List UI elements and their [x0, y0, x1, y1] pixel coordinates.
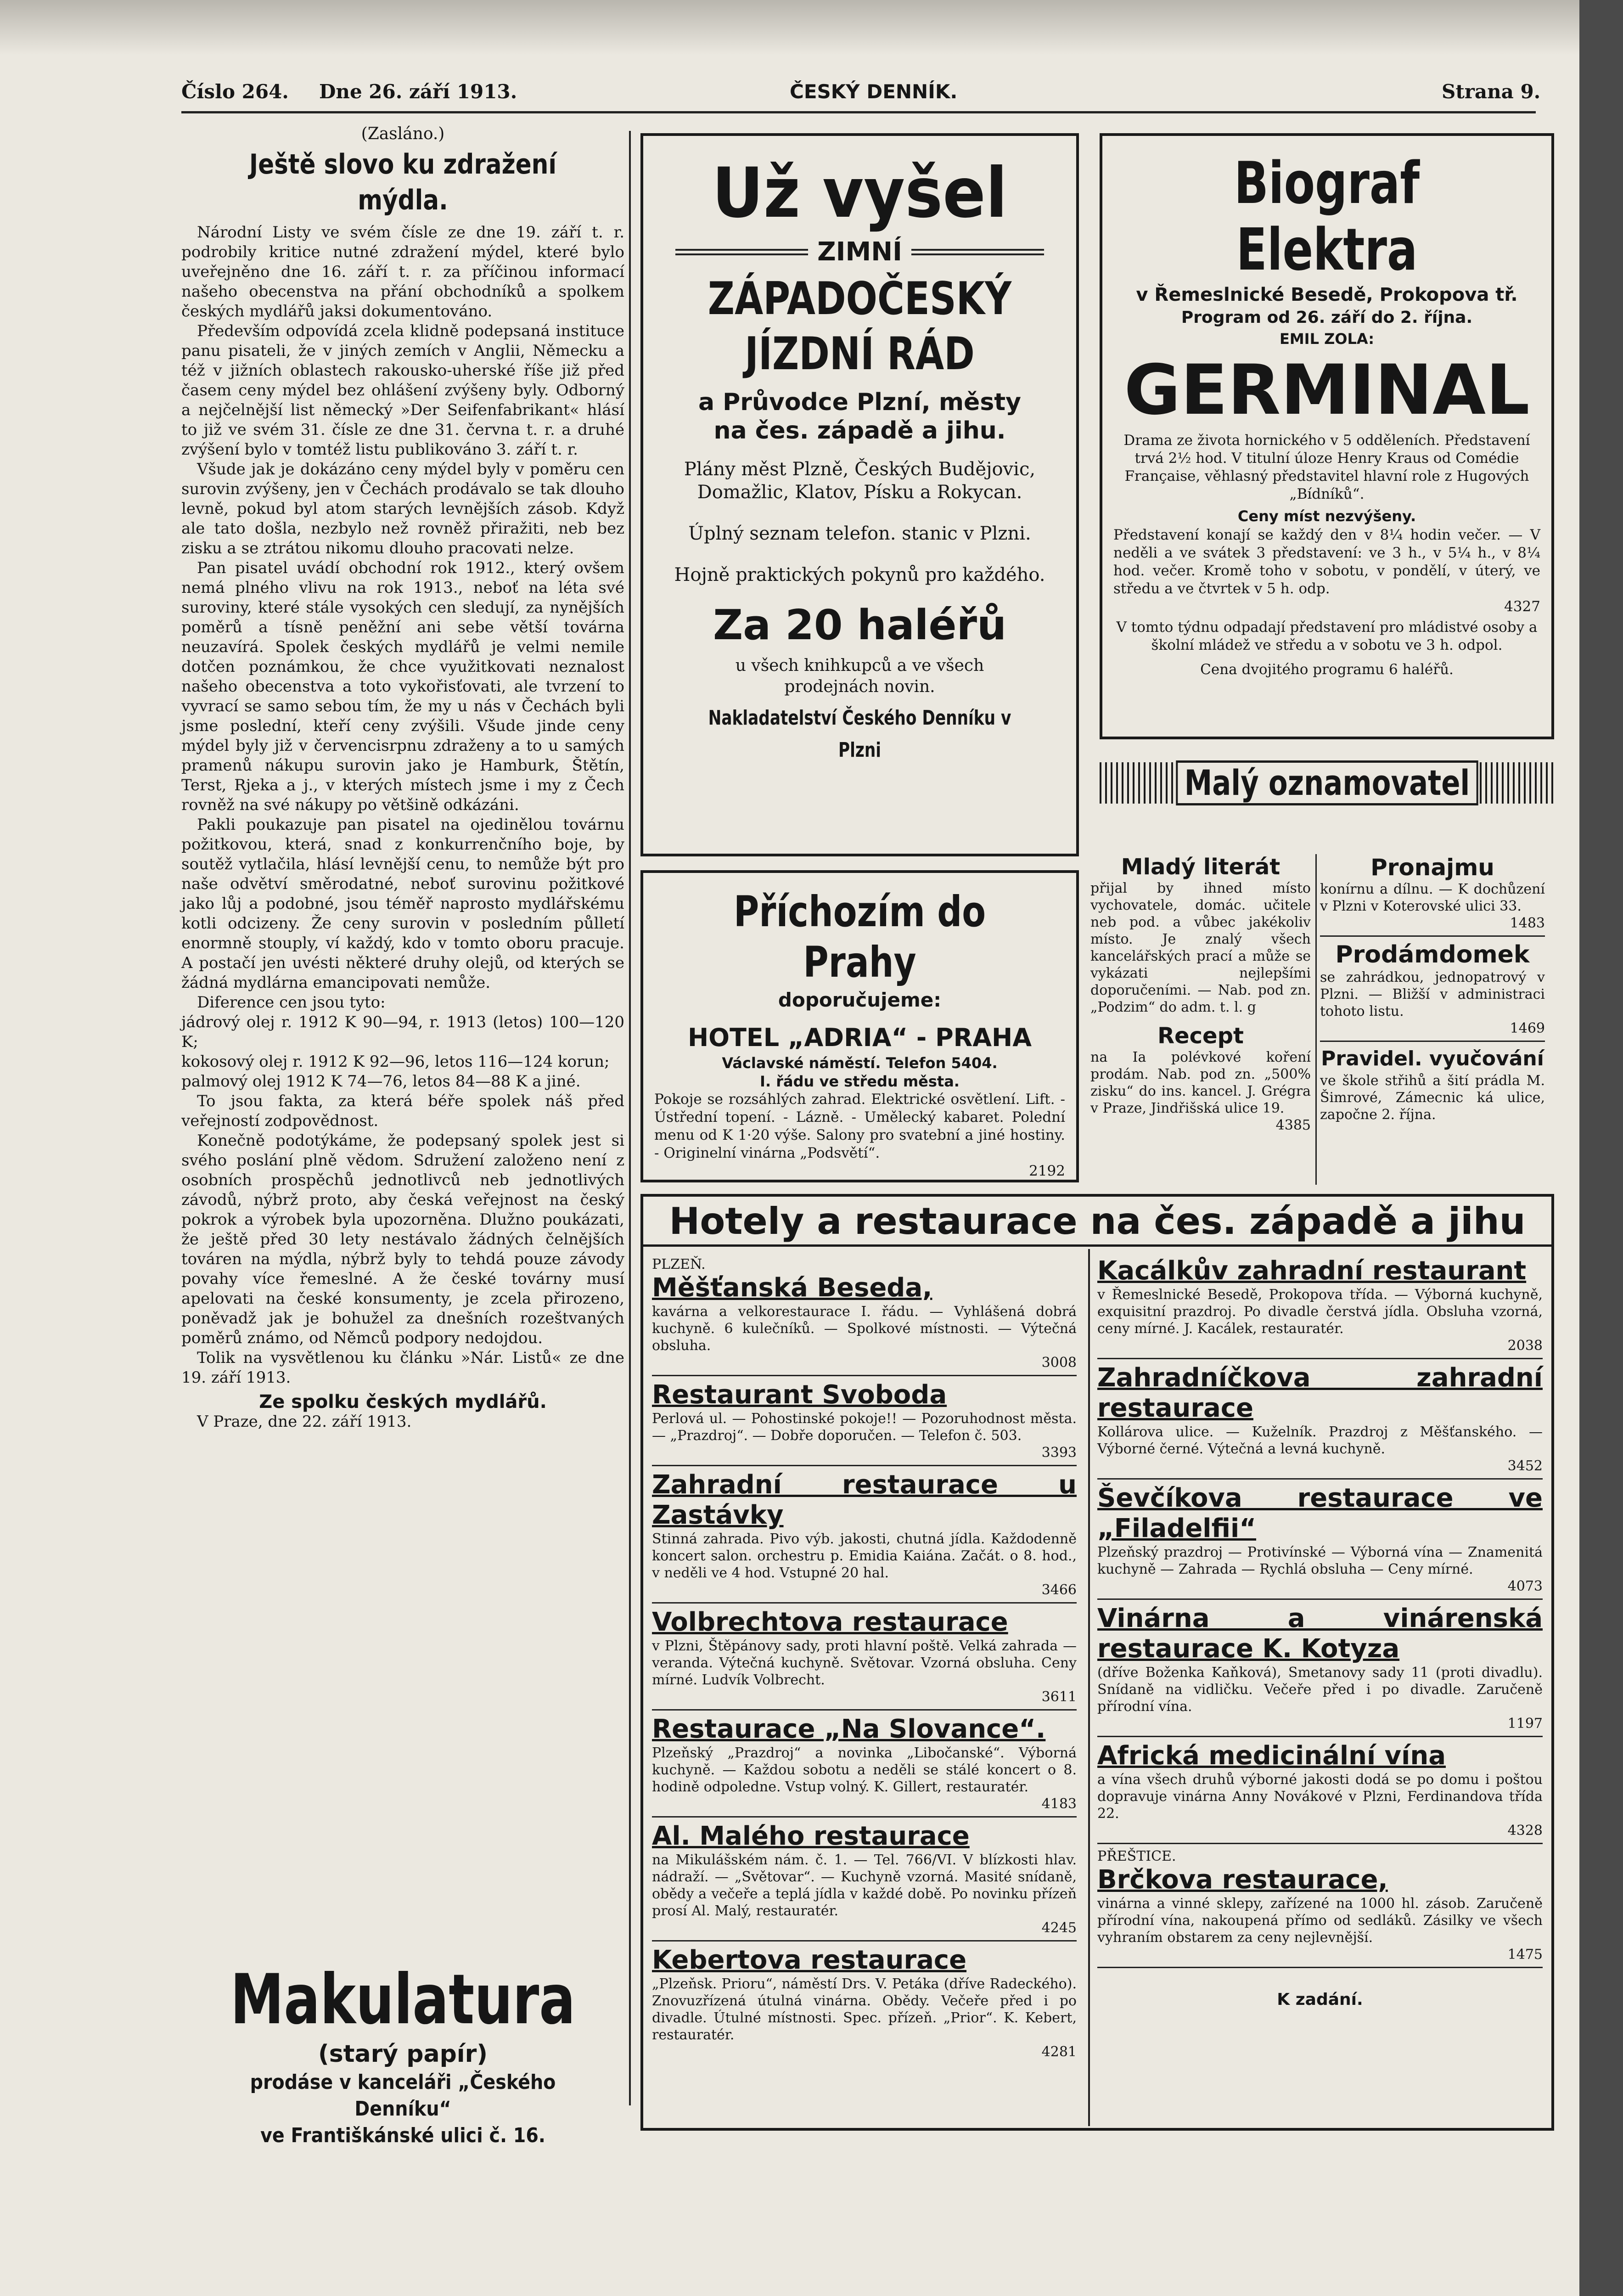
rule [652, 1602, 1077, 1604]
hotel-num: 2038 [1507, 1338, 1543, 1354]
hotel-name: Brčkova restaurace, [1097, 1865, 1388, 1895]
hotel-name: Vinárna a vinárenská restaurace K. Kotyza [1097, 1604, 1543, 1664]
pronajmu-num: 1483 [1510, 915, 1545, 931]
hotel-entry [1097, 1741, 1543, 1839]
jizdni-title: Už vyšel [712, 153, 1008, 233]
hotel-name: Měšťanská Beseda, [652, 1273, 932, 1303]
prestice-label: PŘEŠTICE. [1097, 1848, 1176, 1864]
rule [652, 1709, 1077, 1711]
hotel-text: Kollárova ulice. — Kuželník. Prazdroj z Měšťanského. — Výborné černé. Výtečná a levná kuchyně. [1097, 1424, 1543, 1457]
jizdni-l2: JÍZDNÍ RÁD [745, 328, 975, 380]
rule [1097, 1967, 1543, 1968]
jizdni-l3: a Průvodce Plzní, městy [698, 388, 1022, 416]
hotely-left [652, 1256, 1077, 2060]
header-rule [181, 111, 1536, 113]
zaslano-label: (Zasláno.) [361, 124, 445, 143]
hotel-name: Volbrechtova restaurace [652, 1607, 1008, 1637]
hotel-text: „Plzeňsk. Prioru“, náměstí Drs. V. Petáka (dříve Radeckého). Znovuzřízená útulná vinárna. Obědy. Večeře před i po divadle. Útulné místnosti. Spec. přízeň. „Prior“. K. Kebert, restauratér. [652, 1976, 1077, 2043]
plzen-label: PLZEŇ. [652, 1256, 706, 1272]
jizdni-price: Za 20 haléřů [713, 601, 1007, 649]
rule [1097, 1736, 1543, 1737]
biograf-cena: Cena dvojitého programu 6 haléřů. [1200, 661, 1454, 678]
biograf-author: EMIL ZOLA: [1279, 330, 1375, 348]
biograf-num: 4327 [1504, 598, 1540, 615]
article-paragraph: Především odpovídá zcela klidně podepsaná instituce panu pisateli, že v jiných zemích v Anglii, Německu a též v jižních oblastech rakousko-uherské říše již před časem ceny mýdel bez ohlášení zvýšeny byly. Odborný a nejčelnější list německý »Der Seifenfabrikant« hlásí to již ve svém 31. čísle ze dne 31. června t. r. a druhé zvýšení bylo v tomtéž listu publikováno 3. září t. r. [181, 322, 624, 459]
jizdni-where: u všech knihkupců a ve všech prodejnách novin. [735, 656, 984, 696]
biograf-sub: v Řemeslnické Besedě, Prokopova tř. [1136, 284, 1518, 305]
rule [1320, 1041, 1545, 1042]
biograf-times: Představení konají se každý den v 8¼ hodin večer. — V neděli a ve svátek 3 představení: ve 3 h., v 5¼ h., v 8¼ hod. večer. Kromě toho v sobotu, v pondělí, v úterý, ve středu a ve čtvrtek v 5 h. odp. [1113, 527, 1540, 597]
hotel-num: 3452 [1507, 1458, 1543, 1474]
hotel-num: 1197 [1507, 1716, 1543, 1732]
zimni-row [675, 237, 1044, 267]
vyucovani-heading: Pravidel. vyučování [1321, 1047, 1544, 1070]
masthead: ČESKÝ DENNÍK. [790, 80, 958, 103]
hotely-divider [1088, 1249, 1090, 2126]
praha-title: Příchozím do Prahy [733, 887, 986, 987]
jizdni-rad-ad [640, 133, 1079, 856]
hotel-num: 3466 [1041, 1582, 1077, 1598]
rule [652, 1940, 1077, 1941]
pronajmu-heading: Pronajmu [1370, 854, 1494, 881]
issue-date: Dne 26. září 1913. [319, 80, 517, 103]
biograf-title: Biograf Elektra [1234, 149, 1420, 283]
hotel-num: 3008 [1041, 1355, 1077, 1371]
hotel-text: a vína všech druhů výborné jakosti dodá se po domu i poštou dopravuje vinárna Anny Novákové v Plzni, Ferdinandova třída 22. [1097, 1772, 1543, 1822]
hotel-text: v Řemeslnické Besedě, Prokopova třída. — Výborná kuchyně, exquisitní prazdroj. Po divadle čerstvá jídla. Obsluha vzorná, ceny mírné. J. Kacálek, restauratér. [1097, 1287, 1543, 1337]
hotely-title: Hotely a restaurace na čes. západě a jihu [669, 1200, 1526, 1243]
hotel-entry [652, 1945, 1077, 2060]
praha-addr: Václavské náměstí. Telefon 5404. [722, 1054, 998, 1072]
double-rule [911, 249, 1044, 255]
price-line: palmový olej 1912 K 74—76, letos 84—88 K a jiné. [181, 1072, 581, 1091]
hotel-entry [1097, 1865, 1543, 1963]
article-title: Ještě slovo ku zdražení mýdla. [249, 148, 557, 216]
hotel-name: Kebertova restaurace [652, 1945, 967, 1975]
literat-heading: Mladý literát [1121, 854, 1280, 880]
double-rule [675, 249, 808, 255]
biograf-desc: Drama ze života hornického v 5 odděleních. Představení trvá 2½ hod. V titulní úloze Henry Kraus od Comédie Française, věhlasný představitel hlavní role z Hugových „Bídníků“. [1123, 432, 1530, 502]
rule [652, 1465, 1077, 1466]
hotel-entry [1097, 1483, 1543, 1595]
hotel-num: 4245 [1041, 1920, 1077, 1936]
biograf-program: Program od 26. září do 2. října. [1181, 308, 1473, 327]
zimni-label: ZIMNÍ [817, 237, 902, 267]
hotel-num: 1475 [1507, 1947, 1543, 1963]
hotel-text: na Mikulášském nám. č. 1. — Tel. 766/VI. V blízkosti hlav. nádraží. — „Světovar“. — Kuchyně vzorná. Masité snídaně, obědy a večeře a teplá jídla v každé době. Po novinku přízeň prosí Al. Malý, restauratér. [652, 1852, 1077, 1919]
rule [652, 1375, 1077, 1376]
praha-ad [640, 870, 1079, 1182]
hotel-entry [1097, 1604, 1543, 1732]
hotel-name: Ševčíkova restaurace ve „Filadelfii“ [1097, 1483, 1543, 1543]
article-paragraph: Pakli poukazuje pan pisatel na ojedinělou továrnu požitkovou, která, snad z konkurrenčního boje, by soutěž vytlačila, hlásí levnější cenu, to nemůže být pro naše odvětví směrodatné, neboť surovinu požitkové jako lůj a podobné, jsou téměř naprosto mydlářskému kotli odcizeny. Že ceny surovin v posledním půlletí enormně stouply, ví každý, kdo v tomto oboru pracuje. A postačí jen uvésti některé druhy olejů, od kterých se žádná mydlárna emancipovati nemůže. [181, 816, 624, 992]
price-line: jádrový olej r. 1912 K 90—94, r. 1913 (letos) 100—120 K; [181, 1013, 624, 1051]
maly-title: Malý oznamovatel [1176, 760, 1478, 805]
jizdni-l1: ZÁPADOČESKÝ [708, 273, 1012, 325]
maly-banner [1100, 762, 1554, 804]
hotel-entry [652, 1714, 1077, 1812]
rule [1097, 1598, 1543, 1600]
scan-edge [1579, 0, 1623, 2296]
praha-rank: I. řádu ve středu města. [760, 1073, 960, 1090]
scan-shadow [0, 0, 1623, 55]
hotel-text: kavárna a velkorestaurace I. řádu. — Vyhlášená dobrá kuchyně. 6 kulečníků. — Spolkové místnosti. — Výtečná obsluha. [652, 1304, 1077, 1354]
hotel-name: Africká medicinální vína [1097, 1741, 1446, 1771]
hotel-entry [1097, 1363, 1543, 1474]
recept-num: 4385 [1275, 1117, 1311, 1133]
jizdni-seznam: Úplný seznam telefon. stanic v Plzni. [688, 523, 1031, 544]
hotel-entry [652, 1470, 1077, 1598]
biograf-ceny: Ceny míst nezvýšeny. [1237, 507, 1416, 525]
k-zadani: K zadání. [1277, 1990, 1363, 2009]
biograf-school: V tomto týdnu odpadají představení pro mládistvé osoby a školní mládež ve středu a v sobotu ve 3 h. odpol. [1116, 619, 1538, 653]
hotel-num: 4281 [1041, 2044, 1077, 2060]
hotel-entry [1097, 1256, 1543, 1354]
hotel-entry [652, 1821, 1077, 1936]
article-paragraph: Tolik na vysvětlenou ku článku »Nár. Listů« ze dne 19. září 1913. [181, 1349, 624, 1387]
article-paragraph: Konečně podotýkáme, že podepsaný spolek jest si svého poslání plně vědom. Sdružení založeno není z osobních prospěchů jednotlivců neb jednotlivých závodů, nýbrž proto, aby česká veřejnost na český pokrok a výrobek byla upozorněna. Dlužno poukázati, že ještě před 30 lety nestávalo žádných čelnějších továren na mýdla, nýbrž byly to tehdá pouze závody povahy více řemeslné. A že české továrny musí apelovati na české konsumenty, je zcela přirozeno, poněvadž jak je bohužel za dnešních rozeštvaných poměrů známo, od Němců podpory nedojdou. [181, 1131, 624, 1347]
rule [643, 1244, 1551, 1247]
praha-hotel: HOTEL „ADRIA“ - PRAHA [687, 1023, 1032, 1052]
article-signature: Ze spolku českých mydlářů. [259, 1391, 547, 1412]
praha-num: 2192 [1029, 1163, 1065, 1179]
hotel-num: 3393 [1041, 1445, 1077, 1461]
article-paragraph: Diference cen jsou tyto: [197, 993, 386, 1012]
hotel-name: Restaurace „Na Slovance“. [652, 1714, 1046, 1744]
hotel-name: Al. Malého restaurace [652, 1821, 970, 1851]
jizdni-pokyny: Hojně praktických pokynů pro každého. [674, 564, 1045, 585]
rule [1097, 1843, 1543, 1844]
hotel-text: vinárna a vinné sklepy, zařízené na 1000 hl. zásob. Zaručeně přírodní vína, nakoupená přímo od sedláků. Zásilky ve všech vyhraním obstarem za ceny nejlevnější. [1097, 1896, 1543, 1946]
literat-text: přijal by ihned místo vychovatele, domác. učitele neb pod. a vůbec jakékoliv místo. Je znalý všech kancelářských prací a může se vykázati nejlepšími doporučeními. — Nab. pod zn. „Podzim“ do adm. t. l. g [1090, 880, 1311, 1015]
article-column [181, 124, 624, 1432]
maly-left [1090, 854, 1311, 1134]
rule [1097, 1358, 1543, 1359]
domek-num: 1469 [1510, 1020, 1545, 1036]
hotel-num: 4073 [1507, 1578, 1543, 1594]
issue-number: Číslo 264. [181, 80, 289, 103]
hotel-text: v Plzni, Štěpánovy sady, proti hlavní poště. Velká zahrada — veranda. Výtečná kuchyně. Světovar. Vzorná obsluha. Ceny mírné. Ludvík Volbrecht. [652, 1638, 1077, 1688]
article-paragraph: Národní Listy ve svém čísle ze dne 19. září t. r. podrobily kritice nutné zdražení mýdel, které bylo uveřejněno dne 16. září t. r. za příčinou informací našeho obecenstva na přání obchodníků a spolkem českých mydlářů jaksi dokumentováno. [181, 223, 624, 321]
makulatura-sub: (starý papír) [318, 2040, 488, 2068]
biograf-film: GERMINAL [1124, 350, 1530, 430]
rule [1097, 1478, 1543, 1480]
hotel-num: 4183 [1041, 1796, 1077, 1812]
hotel-text: Plzeňský prazdroj — Protivínské — Výborná vína — Znamenitá kuchyně — Zahrada — Rychlá obsluha — Ceny mírné. [1097, 1544, 1543, 1577]
jizdni-l4: na čes. západě a jihu. [713, 417, 1006, 445]
rule [1320, 935, 1545, 937]
hotel-entry [652, 1607, 1077, 1705]
hotely-right [1097, 1256, 1543, 2008]
rule [652, 1816, 1077, 1818]
hotel-entry [652, 1273, 1077, 1371]
article-paragraph: Pan pisatel uvádí obchodní rok 1912., který ovšem nemá plného vlivu na rok 1913., neboť na léta své suroviny, které stále vysokých cen sledují, za nynějších poměrů a tísně peněžní ani sebe větší továrna neuzavírá. Spolek českých mydlářů je velmi nemile dotčen poznámkou, že chce využitkovati neznalost našeho obecenstva a toto vykořisťovati, ale tvrzení to vyvrací se samo sebou tím, že my u nás v Čechách byli jsme poslední, kteří ceny zvýšili. Všude jinde ceny mýdel byly již v červencisrpnu zdraženy a to u samých pramenů nákupu surovin jako je Hamburk, Štětín, Terst, Rjeka a j., v kterých místech jsme i my z Čech rovněž na své nákupy po většině odkázáni. [181, 559, 624, 814]
hotel-text: (dříve Boženka Kaňková), Smetanovy sady 11 (proti divadlu). Snídaně na vidličku. Večeře před i po divadle. Zaručeně přírodní vína. [1097, 1665, 1543, 1715]
recept-text: na Ia polévkové koření prodám. Nab. pod zn. „500% zisku“ do ins. kancel. J. Grégra v Praze, Jindřišská ulice 19. [1090, 1049, 1311, 1116]
maly-divider [1315, 854, 1317, 1185]
hotel-name: Zahradní restaurace u Zastávky [652, 1470, 1077, 1530]
makulatura-line1: prodáse v kanceláři „Českého Denníku“ [250, 2071, 556, 2121]
jizdni-publisher: Nakladatelství Českého Denníku v Plzni [708, 706, 1011, 762]
hotel-num: 3611 [1041, 1689, 1077, 1705]
hotel-name: Kacálkův zahradní restaurant [1097, 1256, 1527, 1286]
jizdni-plany: Plány měst Plzně, Českých Budějovic, Domažlic, Klatov, Písku a Rokycan. [684, 459, 1036, 503]
hotel-text: Perlová ul. — Pohostinské pokoje!! — Pozoruhodnost města. — „Prazdroj“. — Dobře doporučen. — Telefon č. 503. [652, 1411, 1077, 1444]
makulatura-title: Makulatura [230, 1960, 576, 2040]
hotel-num: 4328 [1507, 1823, 1543, 1839]
makulatura-line2: ve Františkánské ulici č. 16. [260, 2124, 545, 2147]
vyucovani-text: ve škole střihů a šití prádla M. Šimrové, Zámecnic ká ulice, započne 2. října. [1320, 1073, 1545, 1123]
pronajmu-text: konírnu a dílnu. — K dochůzení v Plzni v Koterovské ulici 33. [1320, 881, 1545, 914]
praha-sub: doporučujeme: [778, 989, 942, 1011]
praha-text: Pokoje se rozsáhlých zahrad. Elektrické osvětlení. Lift. - Ústřední topení. - Lázně. - Umělecký kabaret. Polední menu od K 1·20 výše. Salony pro svatební a jiné hostiny. - Originelní vinárna „Podsvětí“. [654, 1091, 1065, 1161]
price-line: kokosový olej r. 1912 K 92—96, letos 116—124 korun; [181, 1052, 610, 1071]
domek-text: se zahrádkou, jednopatrový v Plzni. — Bližší v administraci tohoto listu. [1320, 969, 1545, 1019]
maly-right [1320, 854, 1545, 1123]
recept-heading: Recept [1157, 1023, 1244, 1049]
domek-heading: Prodámdomek [1335, 941, 1530, 968]
hotel-name: Zahradníčkova zahradní restaurace [1097, 1363, 1543, 1423]
hotel-entry [652, 1380, 1077, 1461]
article-place-date: V Praze, dne 22. září 1913. [197, 1412, 412, 1431]
column-divider [629, 131, 631, 2105]
biograf-ad [1100, 133, 1554, 739]
makulatura-ad [181, 1961, 624, 2149]
hotel-name: Restaurant Svoboda [652, 1380, 947, 1410]
article-paragraph: Všude jak je dokázáno ceny mýdel byly v poměru cen surovin zvýšeny, jen v Čechách prodávalo se tak dlouho levně, pokud byl atom starých levnějších zásob. Když ale tato došla, nezbylo než rovněž přiražiti, neb bez zisku a se ztrátou nikomu dlouho pracovati nelze. [181, 460, 624, 557]
page-number: Strana 9. [1442, 80, 1541, 103]
article-paragraph: To jsou fakta, za která béře spolek náš před veřejností zodpovědnost. [181, 1092, 624, 1130]
hotel-text: Plzeňský „Prazdroj“ a novinka „Libočanské“. Výborná kuchyně. — Každou sobotu a neděli se stálé koncert o 8. hodině odpoledne. Vstup volný. K. Gillert, restauratér. [652, 1745, 1077, 1795]
hotel-text: Stinná zahrada. Pivo výb. jakosti, chutná jídla. Každodenně koncert salon. orchestru p. Emidia Kaiána. Začát. o 8. hod., v neděli ve 4 hod. Vstupné 20 hal. [652, 1531, 1077, 1581]
